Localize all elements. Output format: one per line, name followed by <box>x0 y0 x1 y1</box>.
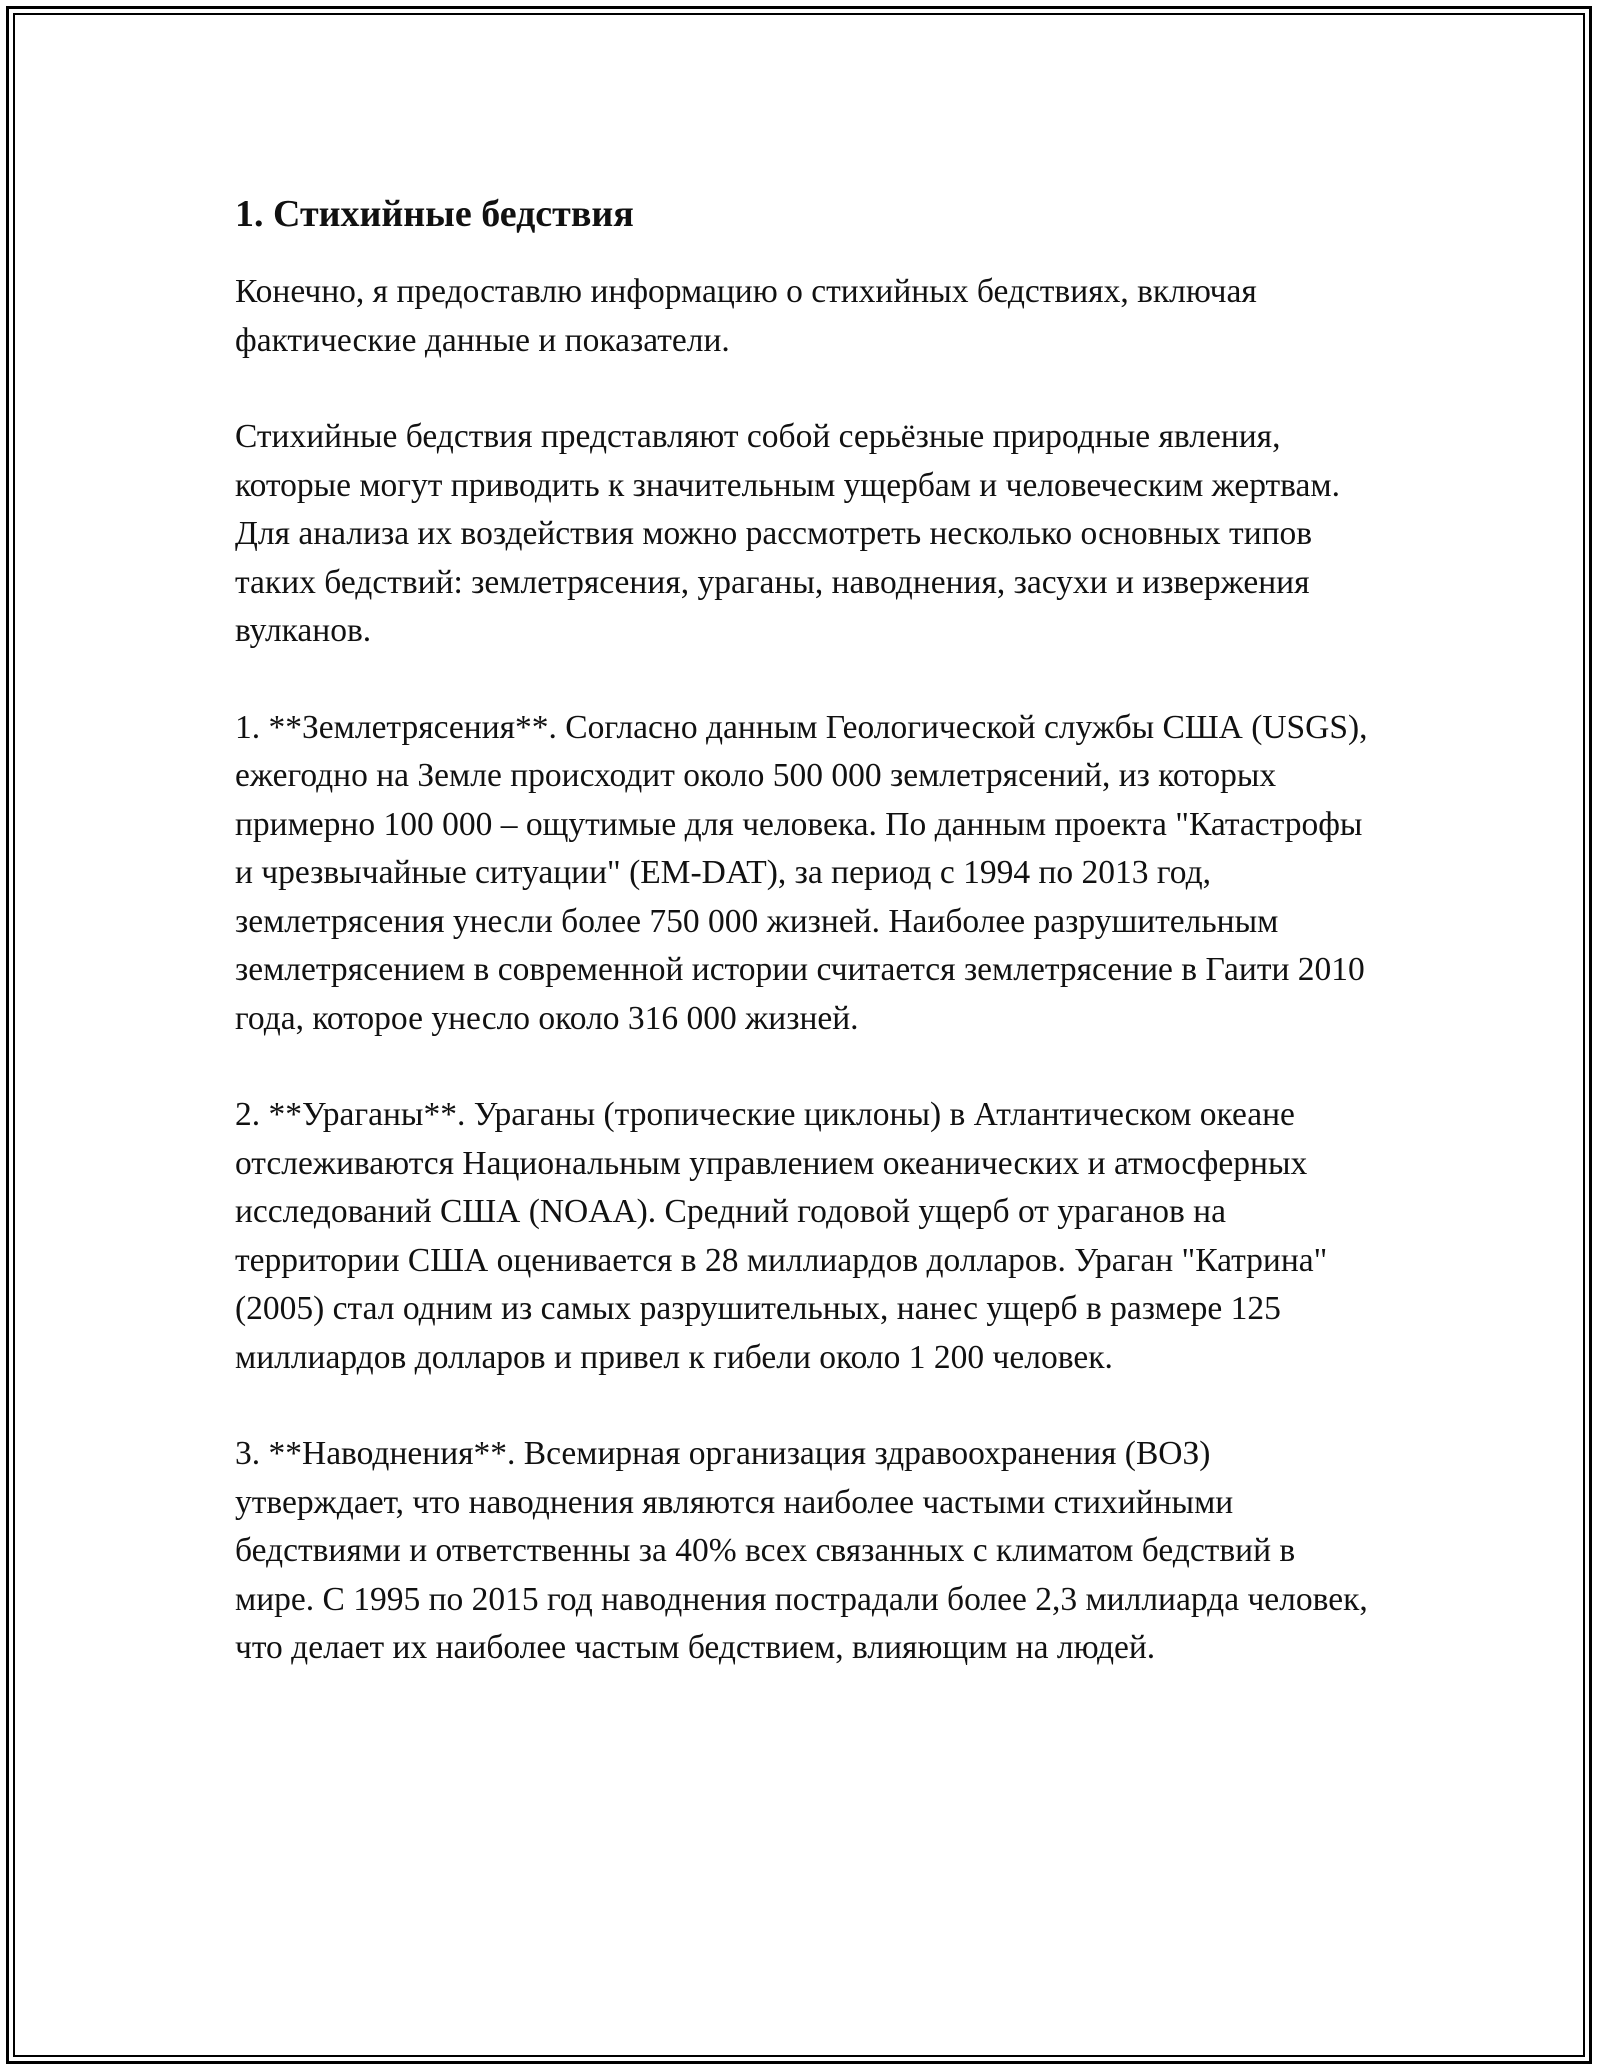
paragraph-intro: Конечно, я предоставлю информацию о стихийных бедствиях, включая фактические данные и показатели. <box>235 273 1257 359</box>
paragraph-hurricanes: 2. **Ураганы**. Ураганы (тропические циклоны) в Атлантическом океане отслеживаются Национальным управлением океанических и атмосферных исследований США (NOAA). Средний годовой ущерб от ураганов на территории США оценивается в 28 миллиардов долларов. Ураган "Катрина" (2005) стал одним из самых разрушительных, нанес ущерб в размере 125 миллиардов долларов и привел к гибели около 1 200 человек. <box>235 1096 1328 1376</box>
paragraph-earthquakes: 1. **Землетрясения**. Согласно данным Геологической службы США (USGS), ежегодно на Земле происходит около 500 000 землетрясений, из которых примерно 100 000 – ощутимые для человека. По данным проекта "Катастрофы и чрезвычайные ситуации" (EM-DAT), за период с 1994 по 2013 год, землетрясения унесли более 750 000 жизней. Наиболее разрушительным землетрясением в современной истории считается землетрясение в Гаити 2010 года, которое унесло около 316 000 жизней. <box>235 708 1368 1037</box>
paragraph-floods: 3. **Наводнения**. Всемирная организация здравоохранения (ВОЗ) утверждает, что наводнения являются наиболее частыми стихийными бедствиями и ответственны за 40% всех связанных с климатом бедствий в мире. С 1995 по 2015 год наводнения пострадали более 2,3 миллиарда человек, что делает их наиболее частым бедствием, влияющим на людей. <box>235 1435 1368 1666</box>
document-title: 1. Стихийные бедствия <box>235 193 634 235</box>
document-body <box>235 190 1375 1721</box>
paragraph-overview: Стихийные бедствия представляют собой серьёзные природные явления, которые могут приводить к значительным ущербам и человеческим жертвам. Для анализа их воздействия можно рассмотреть несколько основных типов таких бедствий: землетрясения, ураганы, наводнения, засухи и извержения вулканов. <box>235 418 1340 649</box>
